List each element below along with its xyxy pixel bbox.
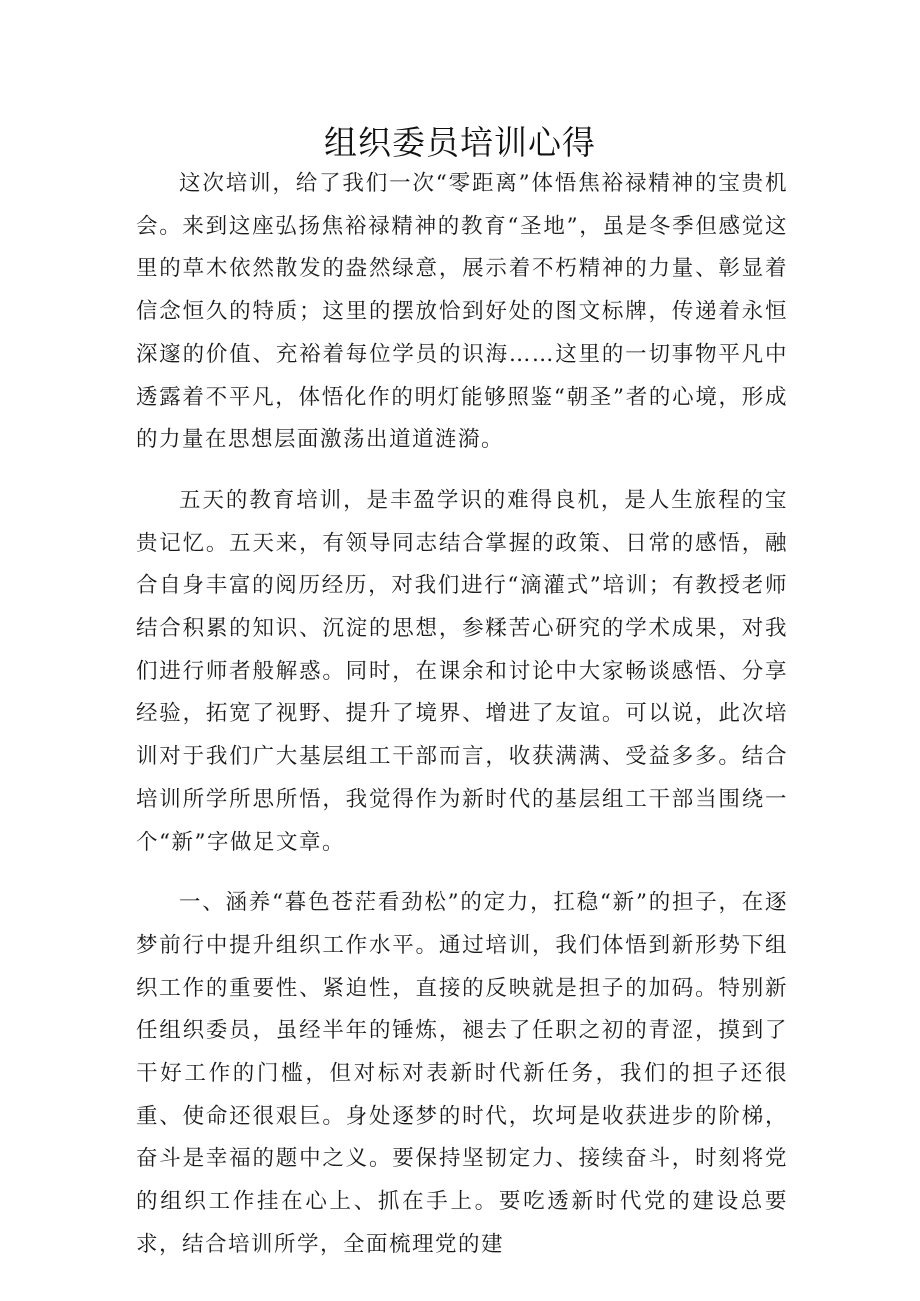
paragraph-1: 这次培训，给了我们一次“零距离”体悟焦裕禄精神的宝贵机会。来到这座弘扬焦裕禄精神的教育“圣地”，虽是冬季但感觉这里的草木依然散发的盎然绿意，展示着不朽精神的力量、彰显着信念恒久的特质；这里的摆放恰到好处的图文标牌，传递着永恒深邃的价值、充裕着每位学员的识海……这里的一切事物平凡中透露着不平凡，体悟化作的明灯能够照鉴“朝圣”者的心境，形成的力量在思想层面激荡出道道涟漪。 <box>136 171 788 453</box>
document-body <box>136 163 788 1285</box>
document-title: 组织委员培训心得 <box>324 123 596 162</box>
paragraph-2: 五天的教育培训，是丰盈学识的难得良机，是人生旅程的宝贵记忆。五天来，有领导同志结合掌握的政策、日常的感悟，融合自身丰富的阅历经历，对我们进行“滴灌式”培训；有教授老师结合积累的知识、沉淀的思想，参糅苦心研究的学术成果，对我们进行师者般解惑。同时，在课余和讨论中大家畅谈感悟、分享经验，拓宽了视野、提升了境界、增进了友谊。可以说，此次培训对于我们广大基层组工干部而言，收获满满、受益多多。结合培训所学所思所悟，我觉得作为新时代的基层组工干部当围绕一个“新”字做足文章。 <box>136 487 788 855</box>
paragraph-3: 一、涵养“暮色苍茫看劲松”的定力，扛稳“新”的担子，在逐梦前行中提升组织工作水平。通过培训，我们体悟到新形势下组织工作的重要性、紧迫性，直接的反映就是担子的加码。特别新任组织委员，虽经半年的锤炼，褪去了任职之初的青涩，摸到了干好工作的门槛，但对标对表新时代新任务，我们的担子还很重、使命还很艰巨。身处逐梦的时代，坎坷是收获进步的阶梯，奋斗是幸福的题中之义。要保持坚韧定力、接续奋斗，时刻将党的组织工作挂在心上、抓在手上。要吃透新时代党的建设总要求，结合培训所学，全面梳理党的建 <box>136 890 788 1257</box>
